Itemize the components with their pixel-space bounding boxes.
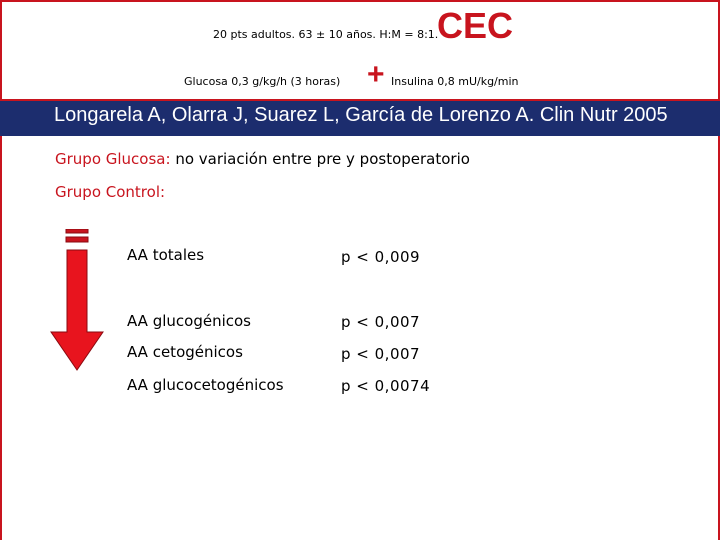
result-p-value: p < 0,007: [341, 345, 421, 363]
glucose-dose: Glucosa 0,3 g/kg/h (3 horas): [184, 75, 341, 88]
patients-info: 20 pts adultos. 63 ± 10 años. H:M = 8:1.: [213, 28, 439, 41]
slide-title: CEC: [437, 5, 514, 46]
result-label: AA cetogénicos: [127, 343, 243, 361]
glucosa-group-label: Grupo Glucosa:: [55, 150, 171, 168]
result-label: AA glucogénicos: [127, 312, 251, 330]
result-p-value: p < 0,0074: [341, 377, 431, 395]
control-group-label: Grupo Control:: [55, 183, 166, 201]
glucosa-group-text: no variación entre pre y postoperatorio: [170, 150, 470, 168]
plus-sign: +: [367, 58, 385, 91]
insulin-dose: Insulina 0,8 mU/kg/min: [391, 75, 519, 88]
citation-text: Longarela A, Olarra J, Suarez L, García de Lorenzo A. Clin Nutr 2005: [54, 104, 668, 126]
glucosa-group-line: [55, 150, 470, 168]
result-p-value: p < 0,007: [341, 313, 421, 331]
down-arrow-icon: [48, 229, 108, 371]
result-label: AA totales: [127, 246, 205, 264]
result-p-value: p < 0,009: [341, 248, 421, 266]
result-label: AA glucocetogénicos: [127, 376, 284, 394]
